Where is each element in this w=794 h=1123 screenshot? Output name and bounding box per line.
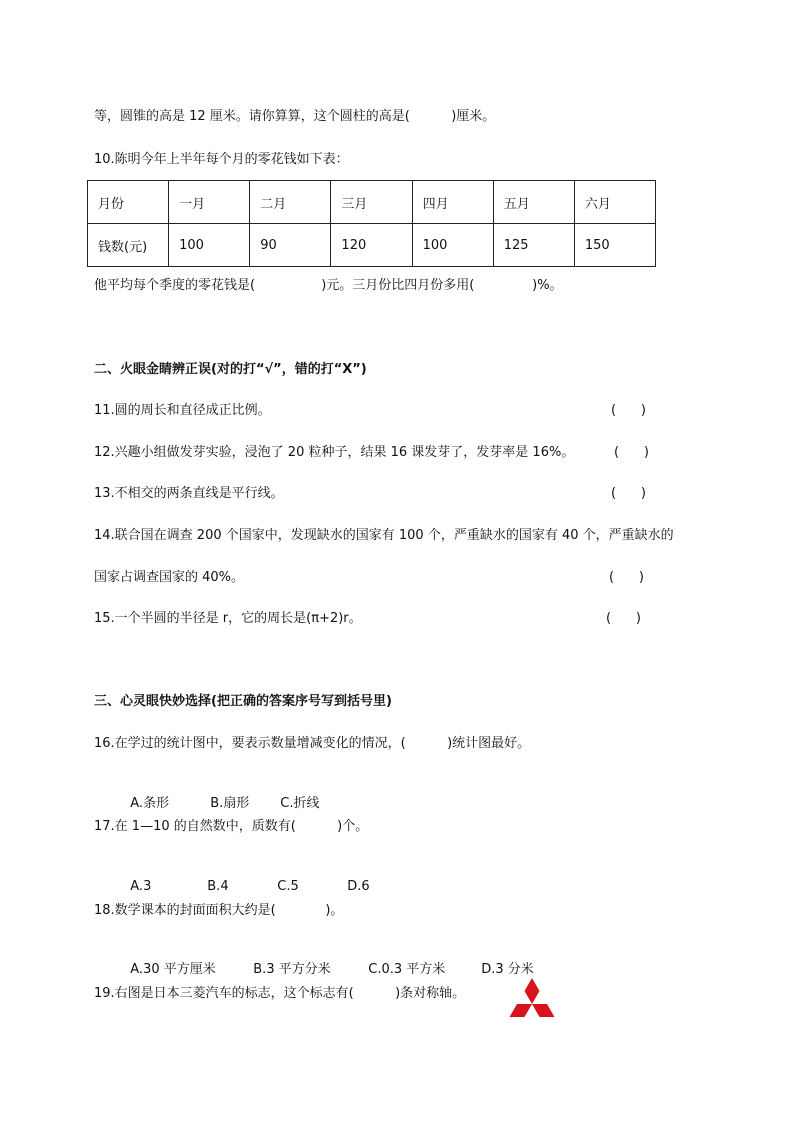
q17-options: [122, 860, 370, 896]
q10-question: 他平均每个季度的零花钱是( )元。三月份比四月份多用( )%。: [94, 278, 563, 293]
allowance-table: [87, 180, 656, 267]
table-cell: 150: [574, 224, 655, 267]
option-b[interactable]: B.4: [207, 879, 229, 894]
table-header-cell: 六月: [574, 181, 655, 224]
q18-options: [122, 943, 534, 979]
table-cell: 125: [493, 224, 574, 267]
table-cell: 100: [412, 224, 493, 267]
table-header-cell: 三月: [331, 181, 412, 224]
table-header-cell: 二月: [250, 181, 331, 224]
q15-answer-blank[interactable]: ( ): [606, 611, 641, 626]
q16-options: [122, 777, 319, 813]
q10-text: 10.陈明今年上半年每个月的零花钱如下表：: [94, 152, 349, 167]
option-a[interactable]: A.30 平方厘米: [130, 962, 216, 977]
q16-text: 16.在学过的统计图中，要表示数量增减变化的情况，( )统计图最好。: [94, 736, 531, 751]
table-header-cell: 月份: [88, 181, 169, 224]
table-cell: 90: [250, 224, 331, 267]
table-cell: 120: [331, 224, 412, 267]
q12-answer-blank[interactable]: ( ): [614, 445, 649, 460]
q11-answer-blank[interactable]: ( ): [611, 403, 646, 418]
option-d[interactable]: D.3 分米: [481, 962, 534, 977]
option-a[interactable]: A.条形: [130, 796, 170, 811]
option-b[interactable]: B.3 平方分米: [253, 962, 331, 977]
logo-diamonds: [510, 978, 555, 1017]
section3-heading: 三、心灵眼快妙选择(把正确的答案序号写到括号里): [94, 694, 392, 709]
table-row: [88, 181, 656, 224]
q15-text: 15.一个半圆的半径是 r，它的周长是(π+2)r。: [94, 611, 362, 626]
table-row: [88, 224, 656, 267]
q18-text: 18.数学课本的封面面积大约是( )。: [94, 903, 344, 918]
q14-continuation: 国家占调查国家的 40%。: [94, 570, 245, 585]
mitsubishi-logo-icon: [502, 978, 562, 1029]
q17-text: 17.在 1—10 的自然数中，质数有( )个。: [94, 819, 369, 834]
section2-heading: 二、火眼金睛辨正误(对的打“√”，错的打“X”): [94, 362, 367, 377]
option-b[interactable]: B.扇形: [210, 796, 250, 811]
table-header-cell: 四月: [412, 181, 493, 224]
q14-answer-blank[interactable]: ( ): [609, 570, 644, 585]
q9-tail: 等，圆锥的高是 12 厘米。请你算算，这个圆柱的高是( )厘米。: [94, 109, 496, 124]
option-c[interactable]: C.折线: [280, 796, 320, 811]
q12-text: 12.兴趣小组做发芽实验，浸泡了 20 粒种子，结果 16 课发芽了，发芽率是 16%。: [94, 445, 575, 460]
option-c[interactable]: C.0.3 平方米: [368, 962, 446, 977]
q19-text: 19.右图是日本三菱汽车的标志，这个标志有( )条对称轴。: [94, 986, 466, 1001]
option-a[interactable]: A.3: [130, 879, 152, 894]
table-header-cell: 一月: [169, 181, 250, 224]
table-cell: 100: [169, 224, 250, 267]
table-header-cell: 五月: [493, 181, 574, 224]
table-cell: 钱数(元): [88, 224, 169, 267]
q13-text: 13.不相交的两条直线是平行线。: [94, 486, 284, 501]
option-d[interactable]: D.6: [347, 879, 370, 894]
q13-answer-blank[interactable]: ( ): [611, 486, 646, 501]
option-c[interactable]: C.5: [277, 879, 299, 894]
q14-text: 14.联合国在调查 200 个国家中，发现缺水的国家有 100 个，严重缺水的国家有 40 个，严重缺水的: [94, 528, 674, 543]
q11-text: 11.圆的周长和直径成正比例。: [94, 403, 271, 418]
